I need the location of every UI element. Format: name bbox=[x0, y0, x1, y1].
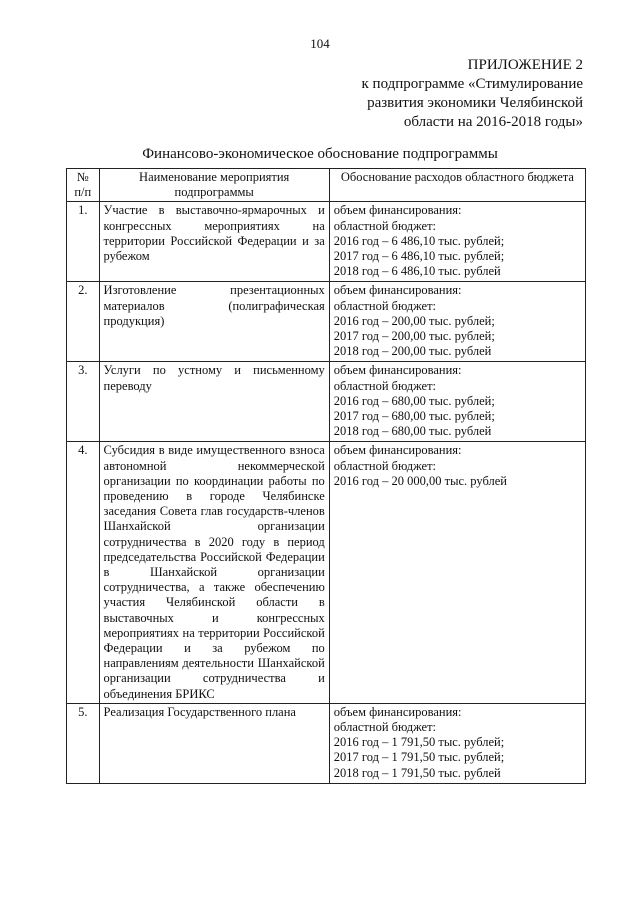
budget-cell bbox=[329, 202, 585, 282]
budget-line: 2018 год – 1 791,50 тыс. рублей bbox=[333, 765, 501, 780]
budget-line: 2016 год – 200,00 тыс. рублей; bbox=[333, 313, 495, 328]
budget-line: 2016 год – 6 486,10 тыс. рублей; bbox=[333, 233, 505, 248]
activity-name: Участие в выставочно-ярмарочных и конгрессных мероприятиях на территории Российской Федерации и за рубежом bbox=[99, 202, 329, 282]
financial-justification-table bbox=[66, 168, 586, 784]
budget-line: 2017 год – 200,00 тыс. рублей; bbox=[333, 329, 495, 344]
budget-line: 2018 год – 680,00 тыс. рублей bbox=[333, 424, 492, 439]
budget-line: объем финансирования: bbox=[333, 363, 462, 378]
table-body bbox=[67, 202, 586, 783]
activity-name: Реализация Государственного плана bbox=[99, 703, 329, 783]
table-header-row bbox=[67, 169, 586, 202]
row-number: 1. bbox=[67, 202, 100, 282]
budget-line: 2018 год – 6 486,10 тыс. рублей bbox=[333, 264, 501, 279]
budget-line: областной бюджет: bbox=[333, 218, 437, 233]
page-number: 104 bbox=[310, 36, 330, 51]
budget-line: 2016 год – 680,00 тыс. рублей; bbox=[333, 393, 495, 408]
budget-line: 2017 год – 680,00 тыс. рублей; bbox=[333, 409, 495, 424]
budget-line: областной бюджет: bbox=[333, 720, 437, 735]
budget-line: 2017 год – 1 791,50 тыс. рублей; bbox=[333, 750, 505, 765]
document-title: Финансово-экономическое обоснование подпрограммы bbox=[142, 146, 498, 162]
budget-line: 2016 год – 1 791,50 тыс. рублей; bbox=[333, 735, 505, 750]
budget-line: 2017 год – 6 486,10 тыс. рублей; bbox=[333, 249, 505, 264]
table-row bbox=[67, 282, 586, 362]
row-number: 4. bbox=[67, 442, 100, 703]
budget-cell bbox=[329, 282, 585, 362]
budget-line: объем финансирования: bbox=[333, 283, 462, 298]
row-number: 3. bbox=[67, 362, 100, 442]
budget-line: объем финансирования: bbox=[333, 704, 462, 719]
budget-line: областной бюджет: bbox=[333, 458, 437, 473]
budget-line: 2016 год – 20 000,00 тыс. рублей bbox=[333, 473, 507, 488]
budget-line: объем финансирования: bbox=[333, 443, 462, 458]
appendix-heading bbox=[362, 56, 583, 132]
budget-line: областной бюджет: bbox=[333, 378, 437, 393]
activity-name: Субсидия в виде имущественного взноса автономной некоммерческой организации по координации работы по проведению в городе Челябинске заседания Совета глав государств-членов Шанхайской организации сотрудничества в 2020 году в период председательства Российской Федерации в Шанхайской организации сотрудничества, а также обеспечению участия Челябинской области в выставочных и конгрессных мероприятиях на территории Российской Федерации и за рубежом по направлениям деятельности Шанхайской организации сотрудничества и объединения БРИКС bbox=[99, 442, 329, 703]
row-number: 2. bbox=[67, 282, 100, 362]
appendix-title: ПРИЛОЖЕНИЕ 2 bbox=[467, 57, 583, 73]
table-row bbox=[67, 442, 586, 703]
row-number: 5. bbox=[67, 703, 100, 783]
activity-name: Услуги по устному и письменному переводу bbox=[99, 362, 329, 442]
table-row bbox=[67, 703, 586, 783]
budget-line: объем финансирования: bbox=[333, 203, 462, 218]
budget-line: областной бюджет: bbox=[333, 298, 437, 313]
table-row bbox=[67, 202, 586, 282]
activity-name: Изготовление презентационных материалов (полиграфическая продукция) bbox=[99, 282, 329, 362]
appendix-line: развития экономики Челябинской bbox=[367, 95, 583, 111]
budget-cell bbox=[329, 442, 585, 703]
appendix-line: области на 2016-2018 годы» bbox=[403, 114, 583, 130]
budget-cell bbox=[329, 362, 585, 442]
budget-cell bbox=[329, 703, 585, 783]
header-activity-name: Наименование мероприятия подпрограммы bbox=[99, 169, 329, 202]
table-row bbox=[67, 362, 586, 442]
budget-line: 2018 год – 200,00 тыс. рублей bbox=[333, 344, 492, 359]
header-budget-justification: Обоснование расходов областного бюджета bbox=[329, 169, 585, 202]
appendix-line: к подпрограмме «Стимулирование bbox=[361, 76, 583, 92]
header-number: № п/п bbox=[67, 169, 100, 202]
